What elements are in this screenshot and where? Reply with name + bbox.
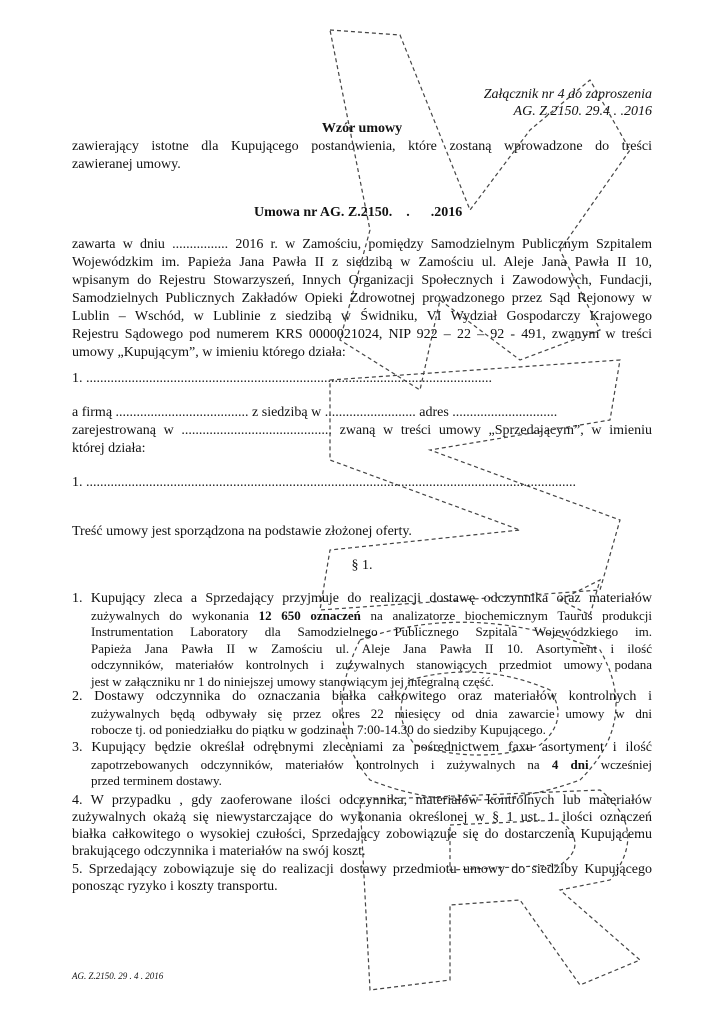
seller-paragraph: [72, 405, 652, 457]
clause-line: 2. Dostawy odczynnika do oznaczania białka całkowitego oraz materiałów kontrolnych i: [72, 689, 652, 704]
clause-text: wcześniej: [588, 756, 652, 772]
parties-paragraph: [72, 237, 652, 361]
clause-5: [72, 862, 652, 895]
intro-line-1: zawierający istotne dla Kupującego postanowienia, które zostaną wprowadzone do treści: [72, 139, 652, 154]
clause-line: zużywalnych będą odbywały się przez okres 22 miesięcy od dnia zawarcie umowy w dni: [91, 705, 652, 721]
clause-line: przed terminem dostawy.: [91, 773, 222, 788]
seller-line: a firmą ...................................... z siedzibą w .......................... adres ..............................: [72, 405, 558, 420]
clause-line: odczynników, materiałów kontrolnych i zużywalnych stanowiących przedmiot umowy podana: [91, 657, 652, 672]
clause-1: [72, 591, 652, 689]
clause-text: zapotrzebowanych odczynników, materiałów kontrolnych i zużywalnych na: [91, 756, 552, 772]
clause-text: zużywalnych do wykonania: [91, 607, 259, 623]
seller-line: zarejestrowaną w ........................................... zwaną w treści umowy „Sprzedającym”, w imieniu: [72, 423, 652, 438]
clause-line: [91, 757, 652, 773]
representative-line-2: 1. ............................................................................................................................................: [72, 475, 576, 490]
seller-line: której działa:: [72, 441, 146, 456]
lead-time: 4 dni: [551, 756, 589, 772]
paragraph-line: zawarta w dniu ................ 2016 r. w Zamościu, pomiędzy Samodzielnym Publicznym Szpitalem: [72, 237, 652, 252]
clause-line: Papieża Jana Pawła II w Zamościu ul. Aleje Jana Pawła II 10. Asortyment i ilość: [91, 640, 652, 656]
clause-line: ponosząc ryzyko i koszty transportu.: [72, 879, 278, 894]
contract-title: Umowa nr AG. Z.2150. . .2016: [254, 205, 463, 220]
clause-line: jest w załączniku nr 1 do niniejszej umowy stanowiącym jej integralną część.: [91, 673, 494, 689]
reference-line: AG. Z.2150. 29.4 . .2016: [513, 104, 652, 119]
clause-line: robocze tj. od poniedziałku do piątku w godzinach 7:00-14.30 do siedziby Kupującego.: [91, 722, 546, 737]
paragraph-line: Wojewódzkim im. Papieża Jana Pawła II z siedzibą w Zamościu ul. Aleje Jana Pawła II 10,: [72, 255, 652, 270]
clause-line: 4. W przypadku , gdy zaoferowane ilości odczynnika, materiałów kontrolnych lub materiałów: [72, 793, 652, 808]
clause-3: [72, 740, 652, 789]
paragraph-line: Samodzielnych Publicznych Zakładów Opieki Zdrowotnej prowadzonego przez Sąd Rejonowy w: [72, 291, 652, 306]
measurement-count: 12 650 oznaczeń: [258, 607, 361, 623]
clause-line: 5. Sprzedający zobowiązuje się do realizacji dostawy przedmiotu umowy do siedziby Kupującego: [72, 862, 652, 877]
intro-line-2: zawieranej umowy.: [72, 157, 181, 172]
paragraph-line: wpisanym do Rejestru Stowarzyszeń, Innych Organizacji Społecznych i Zawodowych, Fundacji,: [72, 273, 652, 288]
paragraph-line: Rejestru Sądowego pod numerem KRS 0000021024, NIP 922 – 22 – 92 - 491, zwanym w treści: [72, 327, 652, 342]
clause-line: brakującego odczynnika i materiałów na swój koszt.: [72, 844, 366, 859]
footer-reference: AG. Z.2150. 29 . 4 . 2016: [72, 971, 164, 981]
offer-note: Treść umowy jest sporządzona na podstawie złożonej oferty.: [72, 524, 412, 539]
clause-line: 3. Kupujący będzie określał odrębnymi zleceniami za pośrednictwem faxu asortyment i ilość: [72, 740, 652, 755]
clause-line: 1. Kupujący zleca a Sprzedający przyjmuje do realizacji dostawę odczynnika oraz materiałów: [72, 591, 652, 606]
clause-line: [91, 608, 652, 624]
clause-4: [72, 793, 652, 860]
representative-line-1: 1. ....................................................................................................................: [72, 371, 492, 386]
clause-line: Instrumentation Laboratory dla Samodzielnego Publicznego Szpitala Wojewódzkiego im.: [91, 624, 652, 639]
clause-2: [72, 689, 652, 738]
document-title: Wzór umowy: [321, 121, 403, 136]
clause-text: na analizatorze biochemicznym Taurus produkcji: [360, 607, 652, 623]
paragraph-line: umowy „Kupującym”, w imieniu którego działa:: [72, 345, 346, 360]
paragraph-line: Lublin – Wschód, w Lublinie z siedzibą w Świdniku, VI Wydział Gospodarczy Krajowego: [72, 309, 652, 324]
attachment-line: Załącznik nr 4 do zaproszenia: [483, 87, 652, 102]
clause-line: zużywalnych okażą się niewystarczające do wykonania określonej w § 1 ust. 1 ilości oznaczeń: [72, 810, 652, 825]
section-mark: § 1.: [351, 558, 373, 573]
clause-line: białka całkowitego o wysokiej czułości, Sprzedający zobowiązuje się do dostarczenia Kupującemu: [72, 827, 652, 842]
